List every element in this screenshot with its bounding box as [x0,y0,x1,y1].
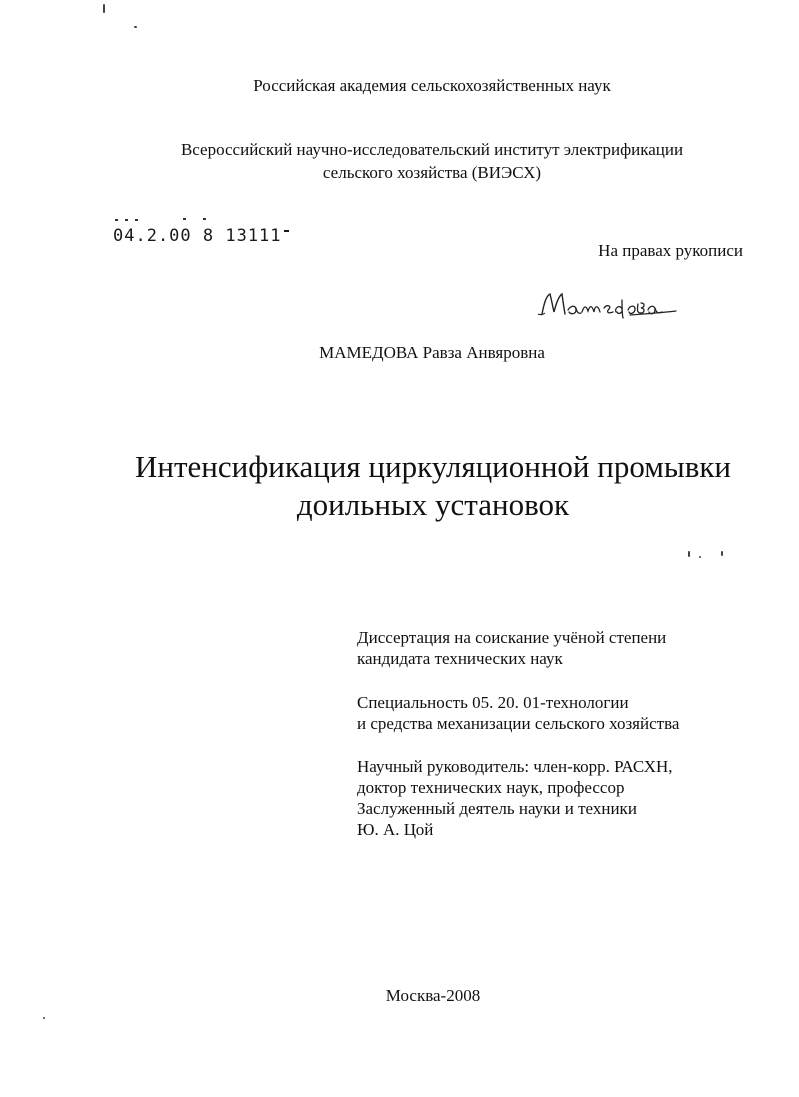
supervisor-line: Научный руководитель: член-корр. РАСХН, [357,757,673,776]
stamp-mark [203,218,206,220]
stamp-mark [125,219,128,221]
stamp-mark [183,218,186,220]
author-name: МАМЕДОВА Равза Анвяровна [319,343,545,362]
title-line: Интенсификация циркуляционной промывки [134,449,732,484]
degree-line: Диссертация на соискание учёной степени [357,628,667,647]
manuscript-rights-note: На правах рукописи [598,241,743,260]
supervisor-line: доктор технических наук, профессор [357,778,625,797]
stamp-tick [284,230,289,232]
specialty-line: Специальность 05. 20. 01-технологии [357,693,629,712]
institute-name [0,138,799,184]
scan-speck [103,4,105,13]
dissertation-title [0,448,799,524]
handwritten-signature-icon [534,284,684,324]
scan-speck [699,556,701,558]
scan-speck [688,551,690,557]
institute-line: Всероссийский научно-исследовательский институт электрификации [180,140,684,159]
scan-speck [134,26,137,28]
library-stamp-code [113,226,289,246]
stamp-code-text: 04.2.00 8 13111 [113,226,282,246]
supervisor-block [357,756,673,840]
degree-statement [357,627,666,669]
supervisor-line: Заслуженный деятель науки и техники [357,799,637,818]
title-line: доильных установок [296,487,570,522]
specialty-statement [357,692,679,734]
institute-line: сельского хозяйства (ВИЭСХ) [322,163,542,182]
city-year: Москва-2008 [385,986,481,1005]
stamp-mark [135,219,138,221]
degree-line: кандидата технических наук [357,649,563,668]
scan-speck [43,1017,45,1019]
supervisor-line: Ю. А. Цой [357,820,434,839]
stamp-mark [115,219,118,221]
academy-name: Российская академия сельскохозяйственных наук [253,76,611,95]
specialty-line: и средства механизации сельского хозяйства [357,714,680,733]
scan-speck [721,551,723,556]
